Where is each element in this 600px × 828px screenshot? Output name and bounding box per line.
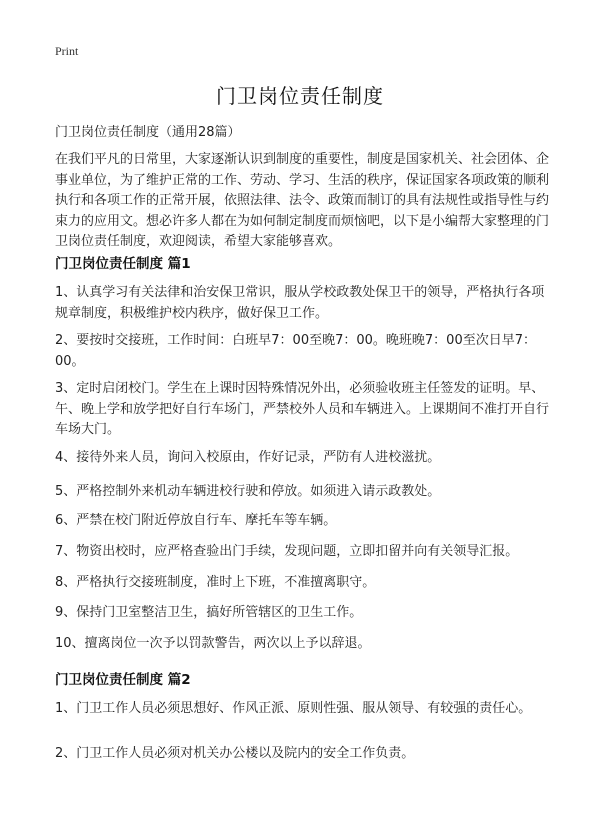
section-1-item: 8、严格执行交接班制度，准时上下班，不准擅离职守。 xyxy=(55,575,376,590)
section-2-item: 2、门卫工作人员必须对机关办公楼以及院内的安全工作负责。 xyxy=(55,746,415,761)
document-title: 门卫岗位责任制度 xyxy=(216,84,384,108)
section-1-item: 3、定时启闭校门。学生在上课时因特殊情况外出，必须验收班主任签发的证明。早、午、晚上学和放学把好自行车场门，严禁校外人员和车辆进入。上课期间不准打开自行车场大门。 xyxy=(55,381,550,437)
section-1-item: 7、物资出校时，应严格查验出门手续，发现问题，立即扣留并向有关领导汇报。 xyxy=(55,544,519,559)
section-heading-1: 门卫岗位责任制度 篇1 xyxy=(55,256,191,272)
section-1-item: 1、认真学习有关法律和治安保卫常识，服从学校政教处保卫干的领导，严格执行各项规章制度，积极维护校内秩序，做好保卫工作。 xyxy=(55,285,545,321)
section-1-item: 5、严格控制外来机动车辆进校行驶和停放。如须进入请示政教处。 xyxy=(55,484,441,499)
section-2-item: 1、门卫工作人员必须思想好、作风正派、原则性强、服从领导、有较强的责任心。 xyxy=(55,701,532,716)
section-1-item: 9、保持门卫室整洁卫生，搞好所管辖区的卫生工作。 xyxy=(55,605,363,620)
section-1-item: 6、严禁在校门附近停放自行车、摩托车等车辆。 xyxy=(55,513,337,528)
section-1-item: 2、要按时交接班，工作时间：白班早7：00至晚7：00。晚班晚7：00至次日早7：00。 xyxy=(55,333,536,369)
intro-paragraph: 在我们平凡的日常里，大家逐渐认识到制度的重要性，制度是国家机关、社会团体、企事业单位，为了维护正常的工作、劳动、学习、生活的秩序，保证国家各项政策的顺利执行和各项工作的正常开展，依照法律、法令、政策而制订的具有法规性或指导性与约束力的应用文。想必许多人都在为如何制定制度而烦恼吧，以下是小编帮大家整理的门卫岗位责任制度，欢迎阅读，希望大家能够喜欢。 xyxy=(55,152,550,249)
document-subtitle: 门卫岗位责任制度（通用28篇） xyxy=(55,125,241,140)
section-1-item: 4、接待外来人员，询问入校原由，作好记录，严防有人进校滋扰。 xyxy=(55,450,441,465)
section-1-item: 10、擅离岗位一次予以罚款警告，两次以上予以辞退。 xyxy=(55,636,371,651)
section-heading-2: 门卫岗位责任制度 篇2 xyxy=(55,672,191,688)
print-label[interactable]: Print xyxy=(55,44,79,58)
